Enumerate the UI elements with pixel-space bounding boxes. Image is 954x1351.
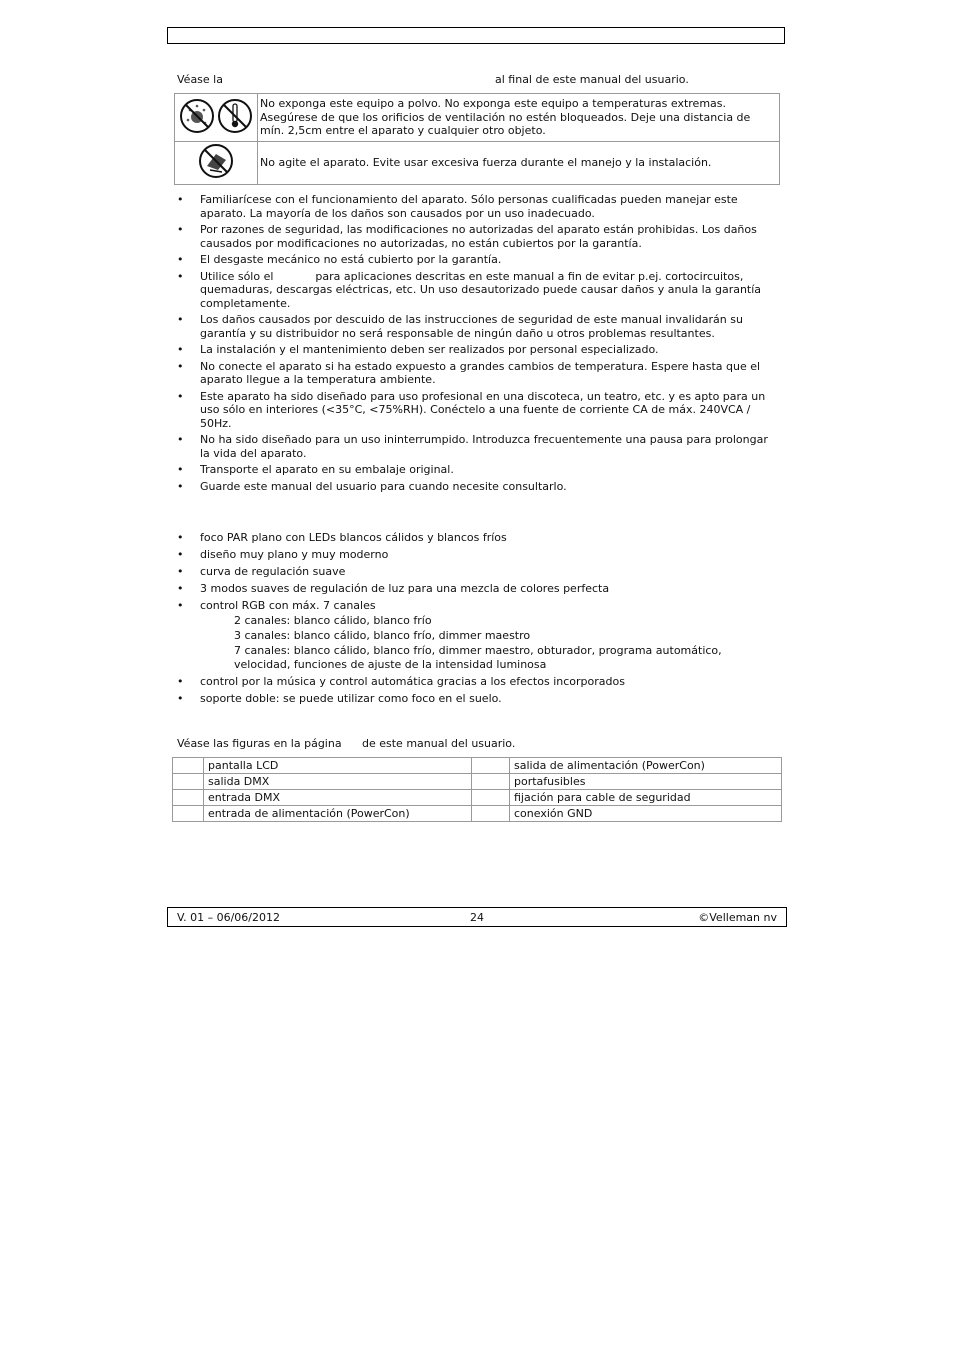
- part-label: entrada DMX: [204, 790, 472, 806]
- part-number: [173, 774, 204, 790]
- features-list: [175, 531, 780, 614]
- list-item: • control RGB con máx. 7 canales: [175, 599, 780, 613]
- warning-icons-cell: [175, 94, 258, 142]
- list-item: • control por la música y control automática gracias a los efectos incorporados: [175, 675, 780, 689]
- part-number: [472, 774, 510, 790]
- part-number: [173, 758, 204, 774]
- sub-item: 7 canales: blanco cálido, blanco frío, dimmer maestro, obturador, programa automático, velocidad, funciones de ajuste de la intensidad luminosa: [234, 643, 722, 672]
- table-row: [173, 758, 782, 774]
- table-row: [173, 806, 782, 822]
- part-label: conexión GND: [510, 806, 782, 822]
- list-item: • curva de regulación suave: [175, 565, 780, 579]
- list-item: • Este aparato ha sido diseñado para uso profesional en una discoteca, un teatro, etc. y es apto para un uso sólo en interiores (<35°C, <75%RH). Conéctelo a una fuente de corriente CA de máx. 240VCA / 50Hz.: [175, 390, 780, 431]
- list-item: • soporte doble: se puede utilizar como foco en el suelo.: [175, 692, 780, 706]
- page-header-box: [167, 27, 785, 44]
- list-item: • Por razones de seguridad, las modificaciones no autorizadas del aparato están prohibidas. Los daños causados por modificaciones no autorizadas, no están cubiertos por la garantía.: [175, 223, 780, 250]
- list-item: • Transporte el aparato en su embalaje original.: [175, 463, 780, 477]
- list-item: • diseño muy plano y muy moderno: [175, 548, 780, 562]
- page-footer: [167, 907, 787, 927]
- intro-left: Véase la: [177, 73, 223, 86]
- part-label: portafusibles: [510, 774, 782, 790]
- overview-intro-left: Véase las figuras en la página: [177, 737, 342, 750]
- list-item: • foco PAR plano con LEDs blancos cálidos y blancos fríos: [175, 531, 780, 545]
- part-number: [472, 806, 510, 822]
- footer-page-number: 24: [470, 911, 484, 924]
- warning-row: [175, 94, 780, 142]
- no-dust-icon: [177, 96, 255, 136]
- sub-item: 3 canales: blanco cálido, blanco frío, dimmer maestro: [234, 628, 531, 642]
- part-number: [472, 790, 510, 806]
- part-number: [472, 758, 510, 774]
- channel-sub-list: [234, 614, 754, 673]
- list-item: • No ha sido diseñado para un uso ininterrumpido. Introduzca frecuentemente una pausa para prolongar la vida del aparato.: [175, 433, 780, 460]
- overview-intro-right: de este manual del usuario.: [362, 737, 516, 750]
- list-item: • El desgaste mecánico no está cubierto por la garantía.: [175, 253, 780, 267]
- footer-version: V. 01 – 06/06/2012: [177, 911, 280, 924]
- warning-row: [175, 142, 780, 185]
- table-row: [173, 790, 782, 806]
- features-list-continued: [175, 675, 780, 706]
- warning-table: [174, 93, 780, 185]
- part-label: salida de alimentación (PowerCon): [510, 758, 782, 774]
- guidelines-list: [175, 193, 780, 493]
- part-number: [173, 806, 204, 822]
- list-item: • Los daños causados por descuido de las instrucciones de seguridad de este manual invalidarán su garantía y su distribuidor no será responsable de ningún daño u otros problemas resultantes.: [175, 313, 780, 340]
- table-row: [173, 774, 782, 790]
- intro-right: al final de este manual del usuario.: [495, 73, 689, 86]
- list-item: • Guarde este manual del usuario para cuando necesite consultarlo.: [175, 480, 780, 494]
- no-shaking-icon: [196, 142, 236, 180]
- sub-item: 2 canales: blanco cálido, blanco frío: [234, 614, 432, 627]
- parts-table: [172, 757, 782, 822]
- part-label: entrada de alimentación (PowerCon): [204, 806, 472, 822]
- warning-text: No agite el aparato. Evite usar excesiva fuerza durante el manejo y la instalación.: [258, 142, 780, 185]
- list-item: • Familiarícese con el funcionamiento del aparato. Sólo personas cualificadas pueden manejar este aparato. La mayoría de los daños son causados por un uso inadecuado.: [175, 193, 780, 220]
- list-item: • No conecte el aparato si ha estado expuesto a grandes cambios de temperatura. Espere hasta que el aparato llegue a la temperatura ambiente.: [175, 360, 780, 387]
- part-label: fijación para cable de seguridad: [510, 790, 782, 806]
- list-item: • 3 modos suaves de regulación de luz para una mezcla de colores perfecta: [175, 582, 780, 596]
- part-label: pantalla LCD: [204, 758, 472, 774]
- part-number: [173, 790, 204, 806]
- warning-icons-cell: [175, 142, 258, 185]
- footer-copyright: ©Velleman nv: [698, 911, 777, 924]
- list-item: • La instalación y el mantenimiento deben ser realizados por personal especializado.: [175, 343, 780, 357]
- list-item: • Utilice sólo el para aplicaciones descritas en este manual a fin de evitar p.ej. cortocircuitos, quemaduras, descargas eléctricas, etc. Un uso desautorizado puede causar daños y anula la garantía completamente.: [175, 270, 780, 311]
- part-label: salida DMX: [204, 774, 472, 790]
- warning-text: No exponga este equipo a polvo. No exponga este equipo a temperaturas extremas. Asegúrese de que los orificios de ventilación no estén bloqueados. Deje una distancia de mín. 2,5cm entre el aparato y cualquier otro objeto.: [258, 94, 780, 142]
